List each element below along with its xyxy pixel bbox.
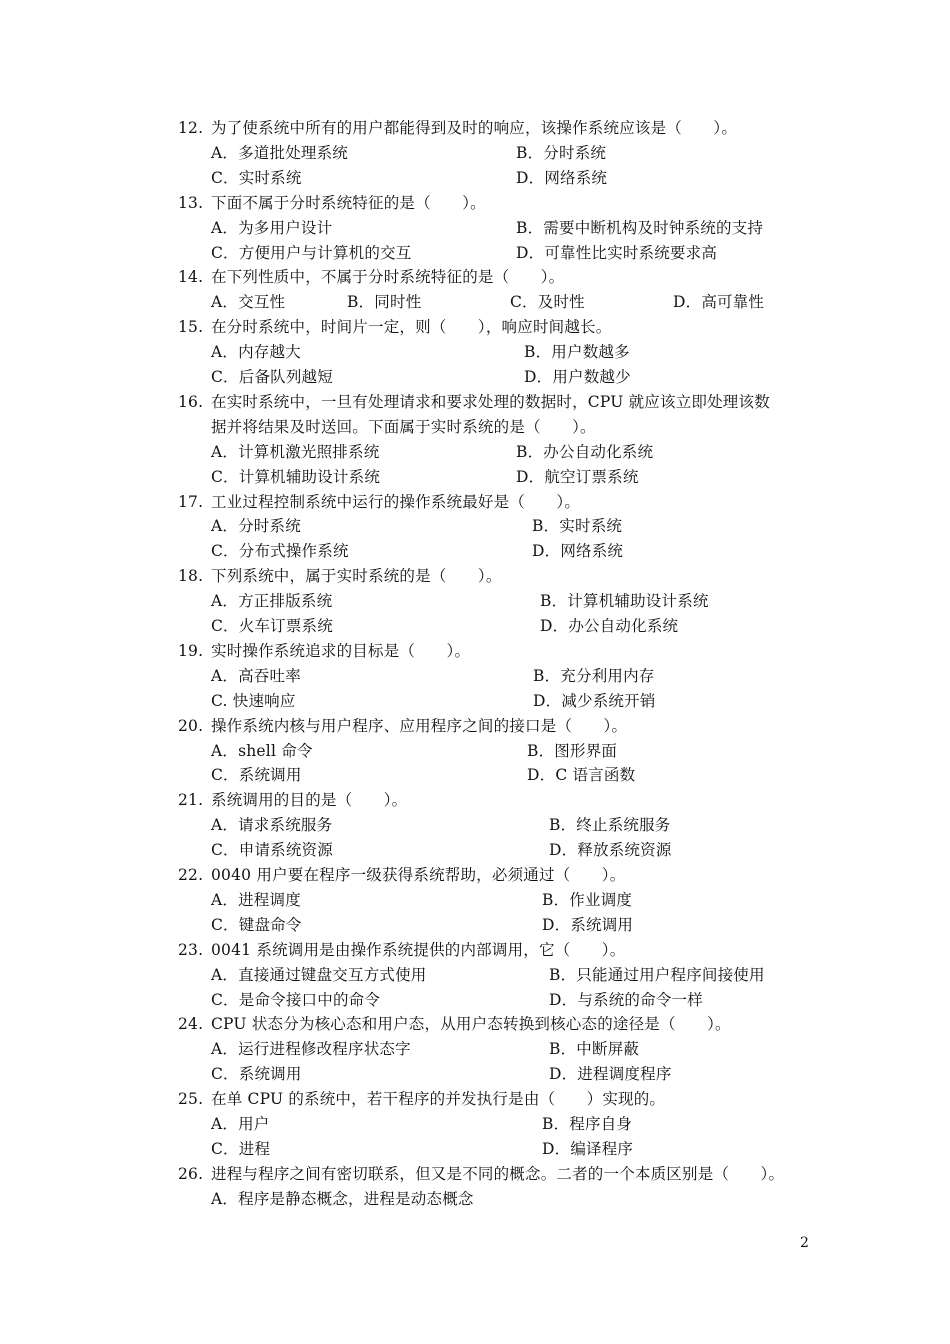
question-text: 工业过程控制系统中运行的操作系统最好是（ ）。 — [211, 492, 581, 511]
question-number: 26. — [178, 1164, 204, 1183]
question-number: 12. — [178, 119, 204, 137]
question-number: 18. — [178, 567, 204, 586]
answer-option: D．网络系统 — [532, 542, 624, 561]
answer-option: B．程序自身 — [542, 1115, 633, 1133]
question-number: 19. — [178, 641, 204, 660]
answer-option: C．计算机辅助设计系统 — [211, 467, 381, 486]
answer-option: B．分时系统 — [516, 143, 607, 162]
question-text: 下列系统中，属于实时系统的是（ ）。 — [211, 567, 502, 586]
answer-option: C．方便用户与计算机的交互 — [211, 243, 412, 262]
question-number: 20. — [178, 716, 204, 735]
question-text: 在分时系统中，时间片一定，则（ ），响应时间越长。 — [211, 318, 612, 337]
question-text: 据并将结果及时送回。下面属于实时系统的是（ ）。 — [211, 417, 596, 436]
answer-option: A．直接通过键盘交互方式使用 — [211, 965, 427, 984]
answer-option: A．为多用户设计 — [211, 218, 333, 237]
question-number: 22. — [178, 866, 204, 884]
question-text: 在实时系统中，一旦有处理请求和要求处理的数据时，CPU 就应该立即处理该数 — [211, 392, 770, 411]
question-number: 14. — [178, 268, 204, 287]
answer-option: D．可靠性比实时系统要求高 — [516, 243, 718, 262]
question-text: 系统调用的目的是（ ）。 — [211, 791, 408, 810]
answer-option: B．充分利用内存 — [533, 666, 655, 685]
answer-option: D．C 语言函数 — [527, 766, 636, 785]
answer-option: B．同时性 — [347, 293, 422, 312]
question-number: 17. — [178, 492, 204, 511]
answer-option: D．与系统的命令一样 — [549, 990, 703, 1009]
answer-option: A．内存越大 — [211, 343, 301, 362]
question-number: 13. — [178, 193, 204, 212]
answer-option: D．网络系统 — [516, 168, 608, 187]
question-text: 操作系统内核与用户程序、应用程序之间的接口是（ ）。 — [211, 716, 628, 735]
answer-option: C．进程 — [211, 1139, 271, 1158]
answer-option: C．系统调用 — [211, 766, 302, 785]
answer-option: A．进程调度 — [211, 890, 301, 909]
answer-option: B．中断屏蔽 — [549, 1040, 640, 1059]
page-number: 2 — [800, 1235, 809, 1251]
answer-option: B．终止系统服务 — [549, 816, 671, 835]
answer-option: A．交互性 — [211, 293, 286, 312]
answer-option: A．分时系统 — [211, 517, 301, 536]
answer-option: C．是命令接口中的命令 — [211, 990, 381, 1009]
question-number: 16. — [178, 392, 204, 411]
question-text: 在下列性质中，不属于分时系统特征的是（ ）。 — [211, 268, 565, 287]
answer-option: A．请求系统服务 — [211, 816, 333, 835]
answer-option: D．进程调度程序 — [549, 1065, 672, 1084]
answer-option: A．运行进程修改程序状态字 — [211, 1040, 411, 1059]
question-text: 在单 CPU 的系统中，若干程序的并发执行是由（ ）实现的。 — [211, 1090, 666, 1109]
answer-option: C．及时性 — [510, 293, 585, 312]
answer-option: B．只能通过用户程序间接使用 — [549, 965, 765, 984]
answer-option: B．实时系统 — [532, 517, 623, 536]
answer-option: A．shell 命令 — [211, 741, 313, 760]
question-text: 实时操作系统追求的目标是（ ）。 — [211, 641, 471, 660]
answer-option: D．释放系统资源 — [549, 841, 672, 860]
answer-option: B．计算机辅助设计系统 — [540, 592, 709, 611]
question-text: 下面不属于分时系统特征的是（ ）。 — [211, 193, 486, 212]
answer-option: B．作业调度 — [542, 890, 633, 909]
answer-option: C．系统调用 — [211, 1065, 302, 1084]
question-text: 0040 用户要在程序一级获得系统帮助，必须通过（ ）。 — [211, 866, 626, 884]
answer-option: B．需要中断机构及时钟系统的支持 — [516, 218, 764, 237]
answer-option: C．分布式操作系统 — [211, 542, 349, 561]
answer-option: B．用户数越多 — [524, 343, 630, 362]
question-text: 进程与程序之间有密切联系，但又是不同的概念。二者的一个本质区别是（ ）。 — [211, 1164, 785, 1183]
answer-option: C．实时系统 — [211, 168, 302, 187]
answer-option: B．办公自动化系统 — [516, 442, 654, 461]
answer-option: C．申请系统资源 — [211, 841, 333, 860]
answer-option: D．航空订票系统 — [516, 467, 639, 486]
question-number: 25. — [178, 1090, 204, 1109]
answer-option: A．多道批处理系统 — [211, 143, 348, 162]
answer-option: D．办公自动化系统 — [540, 617, 679, 635]
answer-option: C．火车订票系统 — [211, 617, 333, 635]
answer-option: A．高吞吐率 — [211, 666, 301, 685]
answer-option: C. 快速响应 — [211, 691, 296, 710]
answer-option: D．系统调用 — [542, 915, 634, 934]
question-text: CPU 状态分为核心态和用户态，从用户态转换到核心态的途径是（ ）。 — [211, 1015, 731, 1034]
answer-option: D．减少系统开销 — [533, 691, 656, 710]
answer-option: C．后备队列越短 — [211, 368, 333, 386]
answer-option: A．用户 — [211, 1115, 270, 1133]
answer-option: A．程序是静态概念，进程是动态概念 — [211, 1189, 474, 1208]
answer-option: C．键盘命令 — [211, 915, 302, 934]
answer-option: A．方正排版系统 — [211, 592, 333, 611]
question-number: 21. — [178, 791, 204, 810]
answer-option: D．编译程序 — [542, 1139, 634, 1158]
answer-option: B．图形界面 — [527, 741, 618, 760]
answer-option: D．高可靠性 — [673, 293, 765, 312]
question-number: 23. — [178, 940, 204, 959]
answer-option: A．计算机激光照排系统 — [211, 442, 380, 461]
answer-option: D．用户数越少 — [524, 368, 631, 386]
question-number: 15. — [178, 318, 204, 337]
question-number: 24. — [178, 1015, 204, 1034]
question-text: 为了使系统中所有的用户都能得到及时的响应，该操作系统应该是（ ）。 — [211, 119, 738, 137]
question-text: 0041 系统调用是由操作系统提供的内部调用，它（ ）。 — [211, 940, 626, 959]
